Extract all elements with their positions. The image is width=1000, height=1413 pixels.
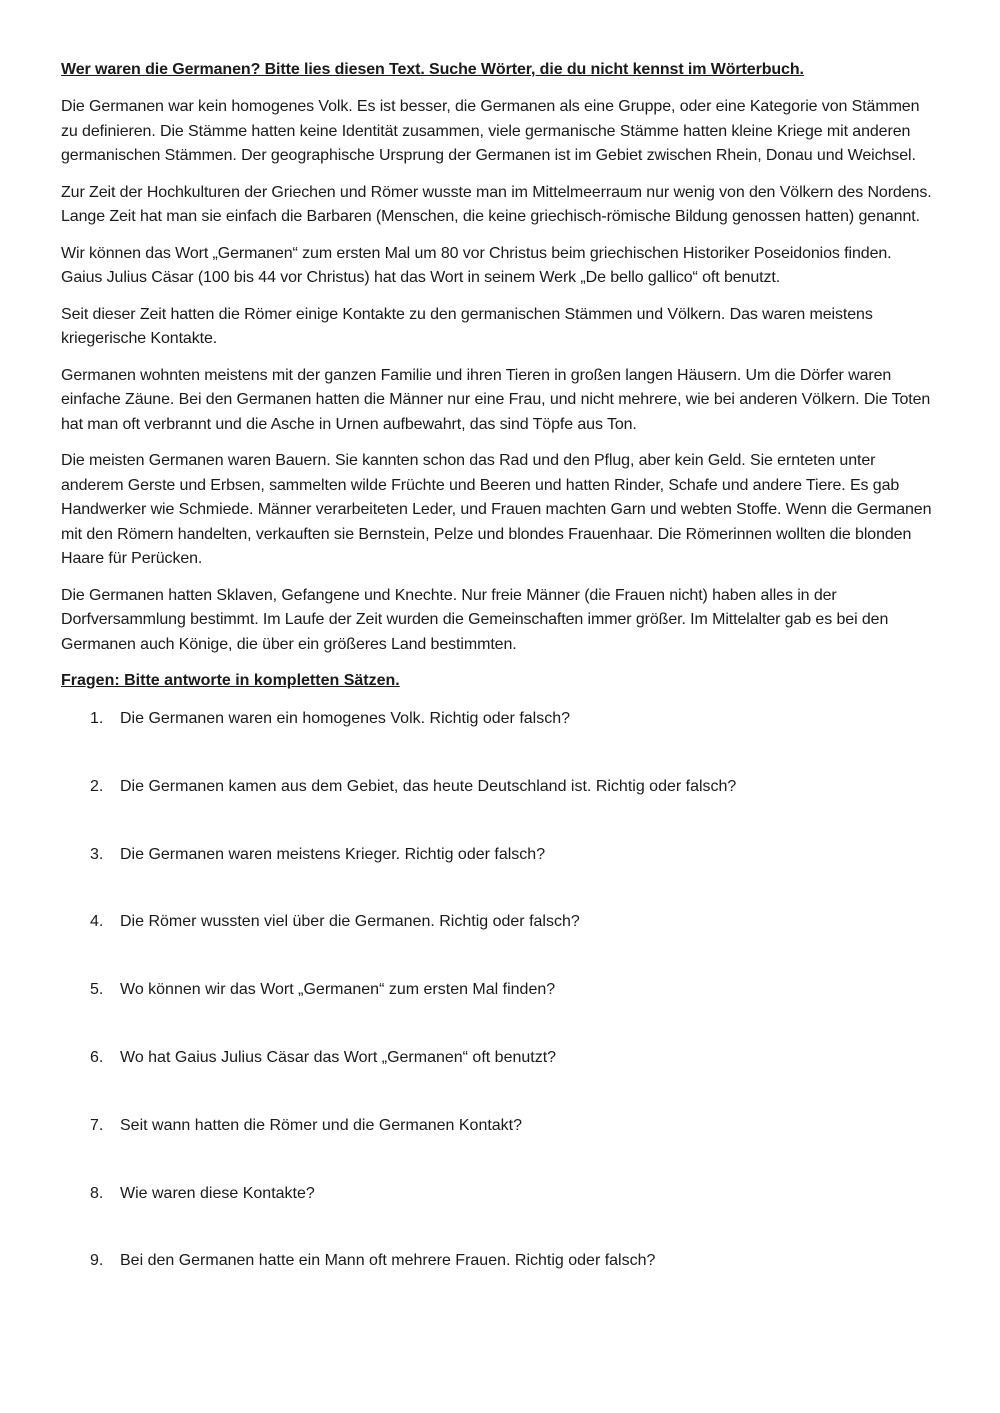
question-number: 7. — [90, 1116, 104, 1134]
question-item — [61, 775, 936, 843]
question-list — [61, 707, 936, 1317]
paragraph-barbarians: Zur Zeit der Hochkulturen der Griechen und Römer wusste man im Mittelmeerraum nur wenig von den Völkern des Nordens. Lange Zeit hat man sie einfach die Barbaren (Menschen, die keine griechisch-römische Bildung genossen hatten) genannt. — [61, 183, 932, 225]
paragraph-society: Die Germanen hatten Sklaven, Gefangene und Knechte. Nur freie Männer (die Frauen nicht) haben alles in der Dorfversammlung bestimmt. Im Laufe der Zeit wurden die Gemeinschaften immer größer. Im Mittelalter gab es bei den Germanen auch Könige, die über ein größeres Land bestimmten. — [61, 586, 889, 653]
question-text: Bei den Germanen hatte ein Mann oft mehrere Frauen. Richtig oder falsch? — [120, 1252, 656, 1270]
question-item — [61, 1182, 936, 1250]
question-number: 5. — [90, 981, 104, 999]
question-text: Die Römer wussten viel über die Germanen. Richtig oder falsch? — [120, 913, 580, 931]
question-text: Die Germanen waren ein homogenes Volk. Richtig oder falsch? — [120, 710, 571, 727]
paragraph-farming: Die meisten Germanen waren Bauern. Sie kannten schon das Rad und den Pflug, aber kein Geld. Sie ernteten unter anderem Gerste und Erbsen, sammelten wilde Früchte und Beeren und hatten Rinder, Schafe und andere Tiere. Es gab Handwerker wie Schmiede. Männer verarbeiteten Leder, und Frauen machten Garn und webten Stoffe. Wenn die Germanen mit den Römern handelten, verkauften sie Bernstein, Pelze und blondes Frauenhaar. Die Römerinnen wollten die blonden Haare für Perücken. — [61, 452, 932, 567]
question-text: Wo hat Gaius Julius Cäsar das Wort „Germanen“ oft benutzt? — [120, 1048, 557, 1066]
paragraph-contacts: Seit dieser Zeit hatten die Römer einige Kontakte zu den germanischen Stämmen und Völkern. Das waren meistens kriegerische Kontakte. — [61, 305, 873, 347]
question-number: 9. — [90, 1252, 104, 1270]
question-item — [61, 843, 936, 911]
question-text: Seit wann hatten die Römer und die Germanen Kontakt? — [120, 1116, 523, 1134]
question-number: 3. — [90, 845, 104, 863]
worksheet-title: Wer waren die Germanen? Bitte lies diesen Text. Suche Wörter, die du nicht kennst im Wörterbuch. — [61, 61, 804, 78]
paragraph-living: Germanen wohnten meistens mit der ganzen Familie und ihren Tieren in großen langen Häusern. Um die Dörfer waren einfache Zäune. Bei den Germanen hatten die Männer nur eine Frau, und nicht mehrere, wie bei anderen Völkern. Die Toten hat man oft verbrannt und die Asche in Urnen aufbewahrt, das sind Töpfe aus Ton. — [61, 366, 931, 433]
question-item — [61, 1046, 936, 1114]
question-item — [61, 1249, 936, 1317]
question-item — [61, 707, 936, 775]
question-text: Wo können wir das Wort „Germanen“ zum ersten Mal finden? — [120, 981, 556, 999]
question-number: 1. — [90, 710, 104, 727]
question-item — [61, 910, 936, 978]
question-text: Wie waren diese Kontakte? — [120, 1184, 315, 1202]
paragraph-word-origin: Wir können das Wort „Germanen“ zum ersten Mal um 80 vor Christus beim griechischen Historiker Poseidonios finden. Gaius Julius Cäsar (100 bis 44 vor Christus) hat das Wort in seinem Werk „De bello gallico“ oft benutzt. — [61, 244, 892, 286]
paragraph-origin: Die Germanen war kein homogenes Volk. Es ist besser, die Germanen als eine Gruppe, oder eine Kategorie von Stämmen zu definieren. Die Stämme hatten keine Identität zusammen, viele germanische Stämme hatten kleine Kriege mit anderen germanischen Stämmen. Der geographische Ursprung der Germanen ist im Gebiet zwischen Rhein, Donau und Weichsel. — [61, 98, 920, 164]
question-number: 8. — [90, 1184, 104, 1202]
question-text: Die Germanen kamen aus dem Gebiet, das heute Deutschland ist. Richtig oder falsch? — [120, 777, 737, 795]
question-item — [61, 978, 936, 1046]
questions-heading: Fragen: Bitte antworte in kompletten Sätzen. — [61, 672, 400, 689]
question-text: Die Germanen waren meistens Krieger. Richtig oder falsch? — [120, 845, 546, 863]
question-number: 6. — [90, 1048, 104, 1066]
worksheet-content — [61, 58, 936, 1317]
question-number: 2. — [90, 777, 104, 795]
question-item — [61, 1114, 936, 1182]
question-number: 4. — [90, 913, 104, 931]
